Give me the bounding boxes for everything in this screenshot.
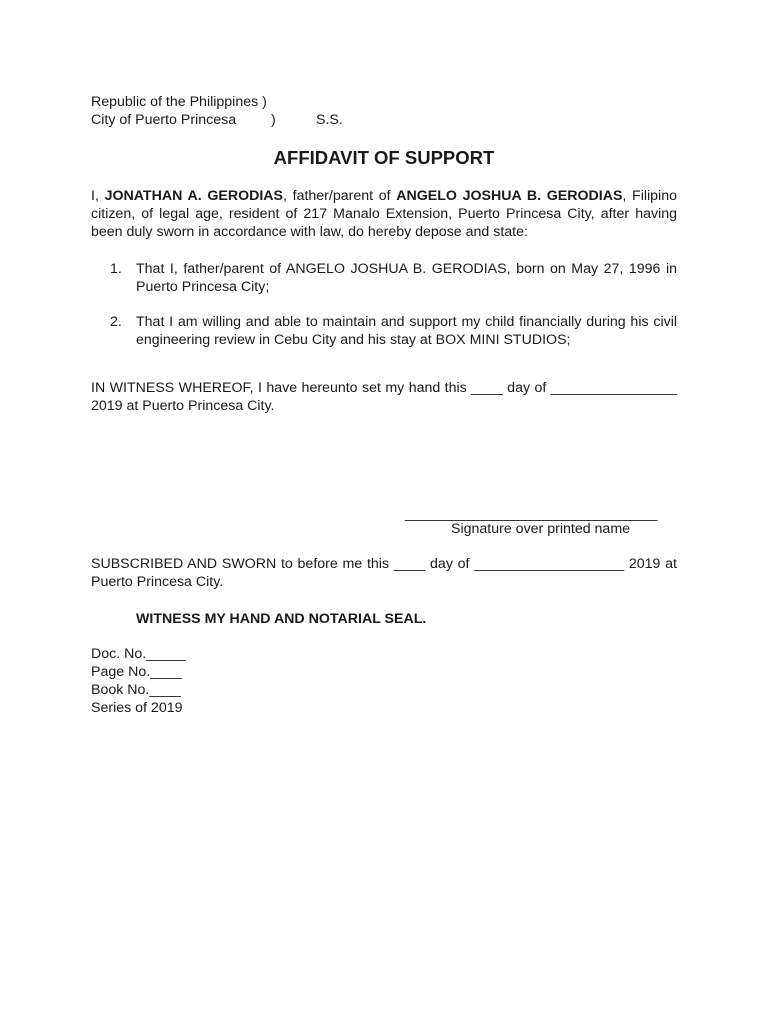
intro-prefix: I,	[91, 188, 105, 204]
doc-number: Doc. No._____	[91, 646, 186, 662]
signature-line: ________________________________	[405, 506, 658, 522]
affiant-name: JONATHAN A. GERODIAS	[104, 188, 284, 204]
statement-number: 1.	[110, 261, 122, 277]
signature-caption: Signature over printed name	[451, 521, 631, 537]
witness-paragraph: IN WITNESS WHEREOF, I have hereunto set my hand this ____ day of ________________ 2019 at Puerto Princesa City.	[91, 380, 677, 414]
child-name: ANGELO JOSHUA B. GERODIAS	[396, 188, 623, 204]
intro-rest: , Filipino citizen, of legal age, resident of 217 Manalo Extension, Puerto Princesa City, after having been duly sworn in accordance with law, do hereby depose and state:	[91, 188, 677, 240]
subscribed-paragraph: SUBSCRIBED AND SWORN to before me this ____ day of ___________________ 2019 at Puerto Princesa City.	[91, 556, 677, 590]
intro-paragraph	[91, 187, 677, 241]
header-ss: S.S.	[316, 112, 343, 128]
series-year: Series of 2019	[91, 700, 183, 716]
page-number: Page No.____	[91, 664, 182, 680]
notarial-heading: WITNESS MY HAND AND NOTARIAL SEAL.	[136, 611, 427, 627]
header-republic: Republic of the Philippines )	[91, 94, 267, 110]
statement-text: That I, father/parent of ANGELO JOSHUA B. GERODIAS, born on May 27, 1996 in Puerto Princesa City;	[136, 261, 677, 295]
statement-number: 2.	[110, 314, 122, 330]
statement-text: That I am willing and able to maintain and support my child financially during his civil engineering review in Cebu City and his stay at BOX MINI STUDIOS;	[136, 314, 677, 348]
page-title: AFFIDAVIT OF SUPPORT	[273, 147, 495, 168]
header-city: City of Puerto Princesa	[91, 112, 237, 128]
header-city-paren: )	[271, 112, 276, 128]
book-number: Book No.____	[91, 682, 181, 698]
intro-mid: , father/parent of	[283, 188, 397, 204]
